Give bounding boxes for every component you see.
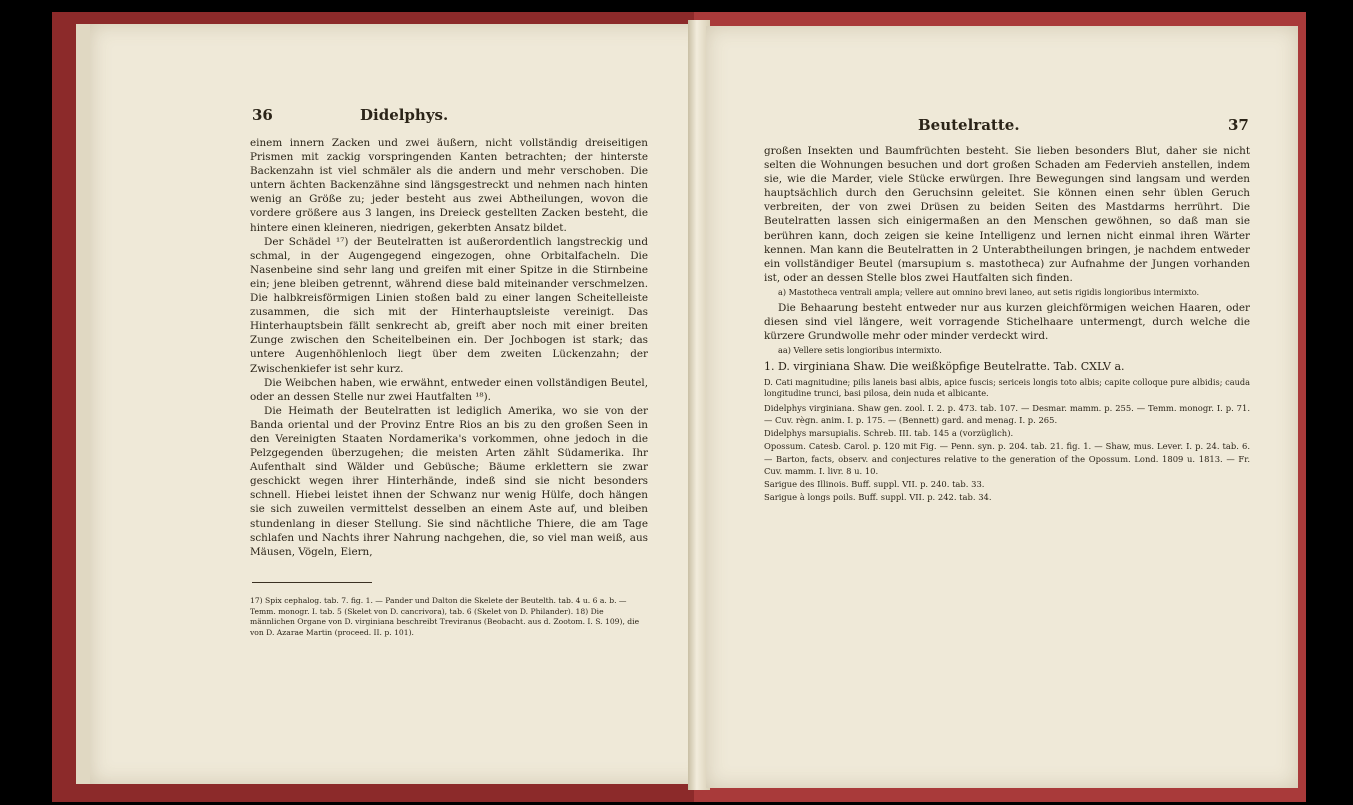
paragraph: Die Behaarung besteht entweder nur aus kurzen gleichförmigen weichen Haaren, oder diesen sind viel längere, weit vorragende Stichelhaare untermengt, durch welche die kürzere Grundwolle mehr oder minder verdeckt wird.: [764, 301, 1250, 342]
right-running-head: Beutelratte.: [918, 116, 1020, 134]
left-text-column: [250, 136, 648, 559]
reference: Sarigue des Illinois. Buff. suppl. VII. p. 240. tab. 33.: [764, 478, 985, 489]
reference: Didelphys marsupialis. Schreb. III. tab. 145 a (vorzüglich).: [764, 428, 1014, 439]
paragraph: Der Schädel ¹⁷) der Beutelratten ist außerordentlich langstreckig und schmal, in der Augengegend eingezogen, ohne Orbitalfacheln. Die Nasenbeine sind sehr lang und greifen mit einer Spitze in die Stirnbeine ein; jene bleiben getrennt, während diese bald miteinander verschmelzen. Die halbkreisförmigen Linien stoßen bald zu einer langen Scheitelleiste zusammen, die sich mit der Hinterhauptsleiste vereinigt. Das Hinterhauptsbein fällt senkrecht ab, greift aber noch mit einer breiten Zunge zwischen den Scheitelbeinen ein. Der Jochbogen ist stark; das untere Augenhöhlenloch liegt über dem zweiten Lückenzahn; der Zwischenkiefer ist sehr kurz.: [250, 235, 648, 375]
reference: Opossum. Catesb. Carol. p. 120 mit Fig. — Penn. syn. p. 204. tab. 21. fig. 1. — Shaw, mus. Lever. I. p. 24. tab. 6. — Barton, facts, observ. and conjectures relative to the generation of the Opossum. Lond. 1809 u. 1813. — Fr. Cuv. mamm. I. livr. 8 u. 10.: [764, 441, 1250, 476]
right-page: [706, 26, 1298, 788]
species-heading: 1. D. virginiana Shaw. Die weißköpfige Beutelratte. Tab. CXLV a.: [764, 360, 1125, 374]
left-page: [76, 24, 710, 784]
left-page-number: 36: [252, 106, 273, 124]
right-page-number: 37: [1228, 116, 1249, 134]
paragraph: Die Weibchen haben, wie erwähnt, entweder einen vollständigen Beutel, oder an dessen Stelle nur zwei Hautfalten ¹⁸).: [250, 376, 648, 403]
footnotes: 17) Spix cephalog. tab. 7. fig. 1. — Pander und Dalton die Skelete der Beutelth. tab. 4 u. 6 a. b. — Temm. monogr. I. tab. 5 (Skelet von D. cancrivora), tab. 6 (Skelet von D. Philander). 18) Die männlichen Organe von D. virginiana beschreibt Treviranus (Beobacht. aus d. Zootom. I. S. 109), die von D. Azarae Martin (proceed. II. p. 101).: [250, 596, 640, 637]
paragraph: Die Heimath der Beutelratten ist lediglich Amerika, wo sie von der Banda oriental und der Provinz Entre Rios an bis zu den großen Seen in den Vereinigten Staaten Nordamerika's vorkommen, ohne jedoch in die Pelzgegenden überzugehen; die meisten Arten zählt Südamerika. Ihr Aufenthalt sind Wälder und Gebüsche; Bäume erklettern sie zwar geschickt wegen ihrer Hinterhände, indeß sind sie nicht besonders schnell. Hiebei leistet ihnen der Schwanz nur wenig Hülfe, doch hängen sie sich zuweilen vermittelst desselben an einem Aste auf, und bleiben stundenlang in dieser Stellung. Sie sind nächtliche Thiere, die am Tage schlafen und Nachts ihrer Nahrung nachgehen, die, so viel man weiß, aus Mäusen, Vögeln, Eiern,: [250, 404, 648, 558]
latin-subgroup-aa: aa) Vellere setis longioribus intermixto.: [778, 344, 942, 355]
right-text-column: [764, 144, 1250, 504]
latin-subgroup-a: a) Mastotheca ventrali ampla; vellere aut omnino brevi laneo, aut setis rigidis longioribus intermixto.: [778, 286, 1200, 297]
reference: Sarigue à longs poils. Buff. suppl. VII. p. 242. tab. 34.: [764, 492, 992, 503]
paragraph: einem innern Zacken und zwei äußern, nicht vollständig dreiseitigen Prismen mit zackig vorspringenden Kanten betrachten; der hinterste Backenzahn ist viel schmäler als die andern und mehr verschoben. Die untern ächten Backenzähne sind längsgestreckt und nehmen nach hinten wenig an Größe zu; jeder besteht aus zwei Abtheilungen, wovon die vordere größere aus 3 langen, ins Dreieck gestellten Zacken besteht, die hintere einen kleineren, niedrigen, gekerbten Ansatz bildet.: [250, 137, 648, 234]
reference: Didelphys virginiana. Shaw gen. zool. I. 2. p. 473. tab. 107. — Desmar. mamm. p. 255. — Temm. monogr. I. p. 71. — Cuv. règn. anim. I. p. 175. — (Bennett) gard. and menag. I. p. 265.: [764, 402, 1250, 425]
left-running-head: Didelphys.: [360, 106, 449, 124]
paragraph: großen Insekten und Baumfrüchten besteht. Sie lieben besonders Blut, daher sie nicht selten die Wohnungen besuchen und dort großen Schaden am Federvieh anstellen, indem sie, wie die Marder, viele Stücke erwürgen. Ihre Bewegungen sind langsam und werden hauptsächlich durch den Geruchsinn geleitet. Sie können einen sehr üblen Geruch verbreiten, der von zwei Drüsen zu beiden Seiten des Mastdarms herrührt. Die Beutelratten lassen sich einigermaßen an den Menschen gewöhnen, so daß man sie berühren kann, doch zeigen sie keine Intelligenz und lernen nicht einmal ihren Wärter kennen. Man kann die Beutelratten in 2 Unterabtheilungen bringen, je nachdem entweder ein vollständiger Beutel (marsupium s. mastotheca) zur Aufnahme der Jungen vorhanden ist, oder an dessen Stelle blos zwei Hautfalten sich finden.: [764, 145, 1250, 284]
footnote-rule: [252, 582, 372, 583]
species-diagnosis: D. Cati magnitudine; pilis laneis basi albis, apice fuscis; sericeis longis toto albis; capite colloque pure albidis; cauda longitudine trunci, basi pilosa, dein nuda et albicante.: [764, 376, 1250, 399]
